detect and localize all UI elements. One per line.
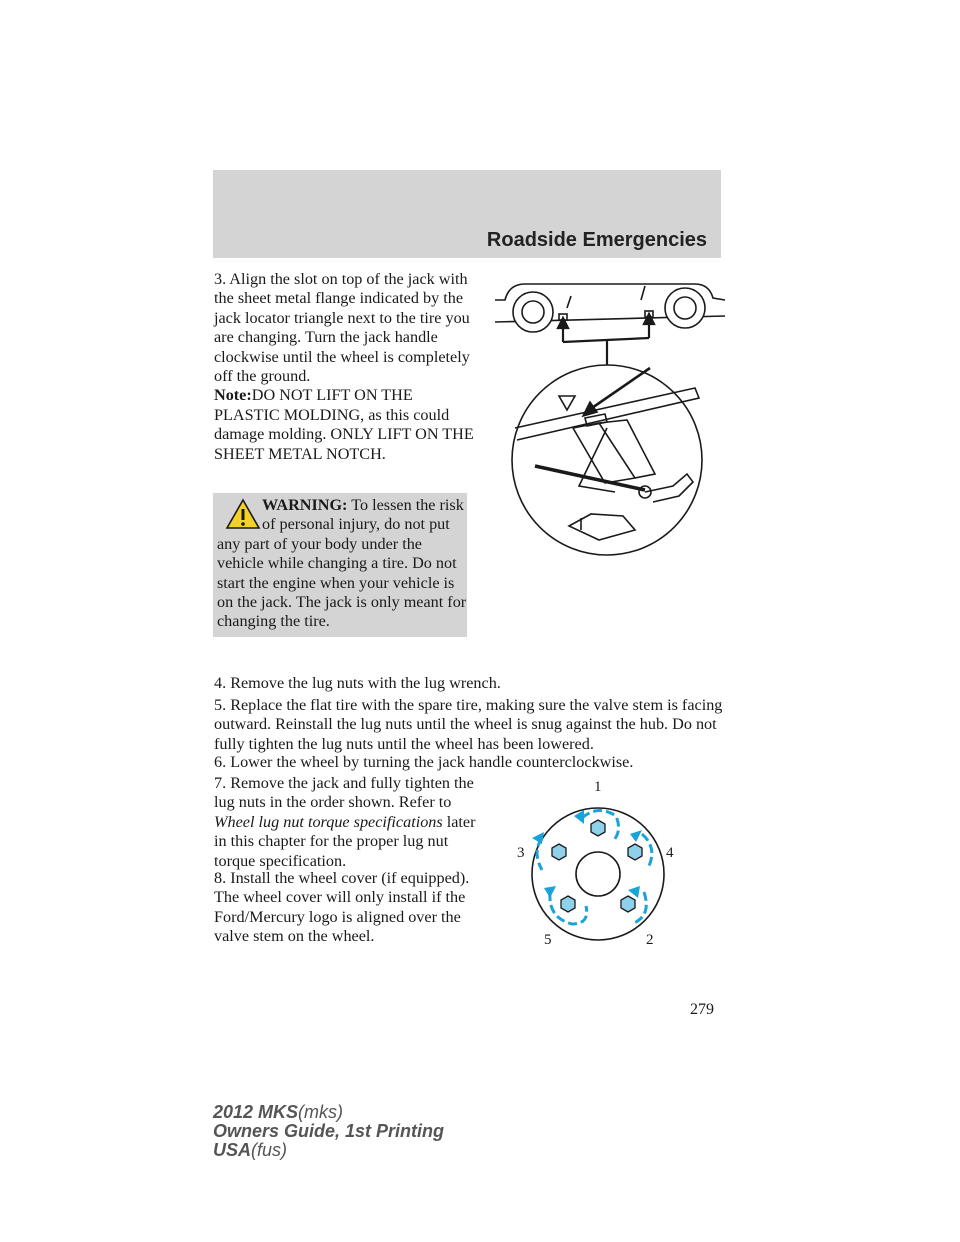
lug-order-label-1: 1: [594, 779, 602, 795]
warning-box: [213, 493, 467, 637]
lug-nut-1: [591, 820, 605, 836]
lug-nut-3: [552, 844, 566, 860]
step-3-paragraph: [214, 270, 476, 464]
step-7-text-b: later in this chapter for the proper lug nut torque specification.: [214, 812, 476, 870]
jack-closeup: [512, 365, 702, 555]
note-text: DO NOT LIFT ON THE PLASTIC MOLDING, as this could damage molding. ONLY LIFT ON THE SHEET METAL NOTCH.: [214, 386, 474, 463]
locator-arrows: [558, 314, 654, 366]
footer-market: USA: [213, 1140, 252, 1160]
warning-text-block: [217, 496, 467, 632]
lug-nut-5: [561, 896, 575, 912]
footer-model-code: (mks): [298, 1102, 344, 1122]
step-7-text-a: 7. Remove the jack and fully tighten the lug nuts in the order shown. Refer to: [214, 774, 474, 812]
lug-nut-tightening-order-figure: [510, 778, 680, 956]
lug-order-label-4: 4: [666, 845, 674, 861]
footer-model: 2012 MKS: [213, 1102, 299, 1122]
step-7-reference: Wheel lug nut torque specifications: [214, 812, 443, 831]
section-title: Roadside Emergencies: [486, 229, 707, 251]
step-7-paragraph: [214, 774, 476, 871]
vehicle-side-view: [495, 284, 725, 332]
page-number: 279: [690, 1001, 714, 1018]
warning-label: WARNING:: [262, 496, 348, 514]
step-6-paragraph: 6. Lower the wheel by turning the jack handle counterclockwise.: [214, 753, 634, 771]
footer-market-code: (fus): [251, 1140, 288, 1160]
step-8-paragraph: 8. Install the wheel cover (if equipped). The wheel cover will only install if the Ford/Mercury logo is aligned over the valve stem on the wheel.: [214, 869, 470, 946]
footer-printing: Owners Guide, 1st Printing: [213, 1121, 445, 1141]
document-footer: [213, 1103, 444, 1160]
section-header-band: [213, 170, 721, 258]
step-3-text: 3. Align the slot on top of the jack with the sheet metal flange indicated by the jack locator triangle next to the tire you are changing. Turn the jack handle clockwise until the wheel is completely off the ground.: [214, 270, 470, 386]
lug-order-label-5: 5: [544, 932, 552, 948]
lug-order-label-2: 2: [646, 932, 654, 948]
lug-nut-4: [628, 844, 642, 860]
note-label: Note:: [214, 386, 252, 405]
lug-nut-2: [621, 896, 635, 912]
lug-order-label-3: 3: [517, 845, 525, 861]
jack-placement-figure: [495, 278, 725, 568]
warning-text: To lessen the risk of personal injury, do not put any part of your body under the vehicle while changing a tire. Do not start the engine when your vehicle is on the jack. The jack is only meant for changing the tire.: [217, 496, 467, 631]
step-5-paragraph: 5. Replace the flat tire with the spare tire, making sure the valve stem is facing outward. Reinstall the lug nuts until the wheel is snug against the hub. Do not fully tighten the lug nuts until the wheel has been lowered.: [214, 696, 723, 753]
step-4-paragraph: 4. Remove the lug nuts with the lug wrench.: [214, 674, 501, 692]
wheel-center-bore: [576, 852, 620, 896]
